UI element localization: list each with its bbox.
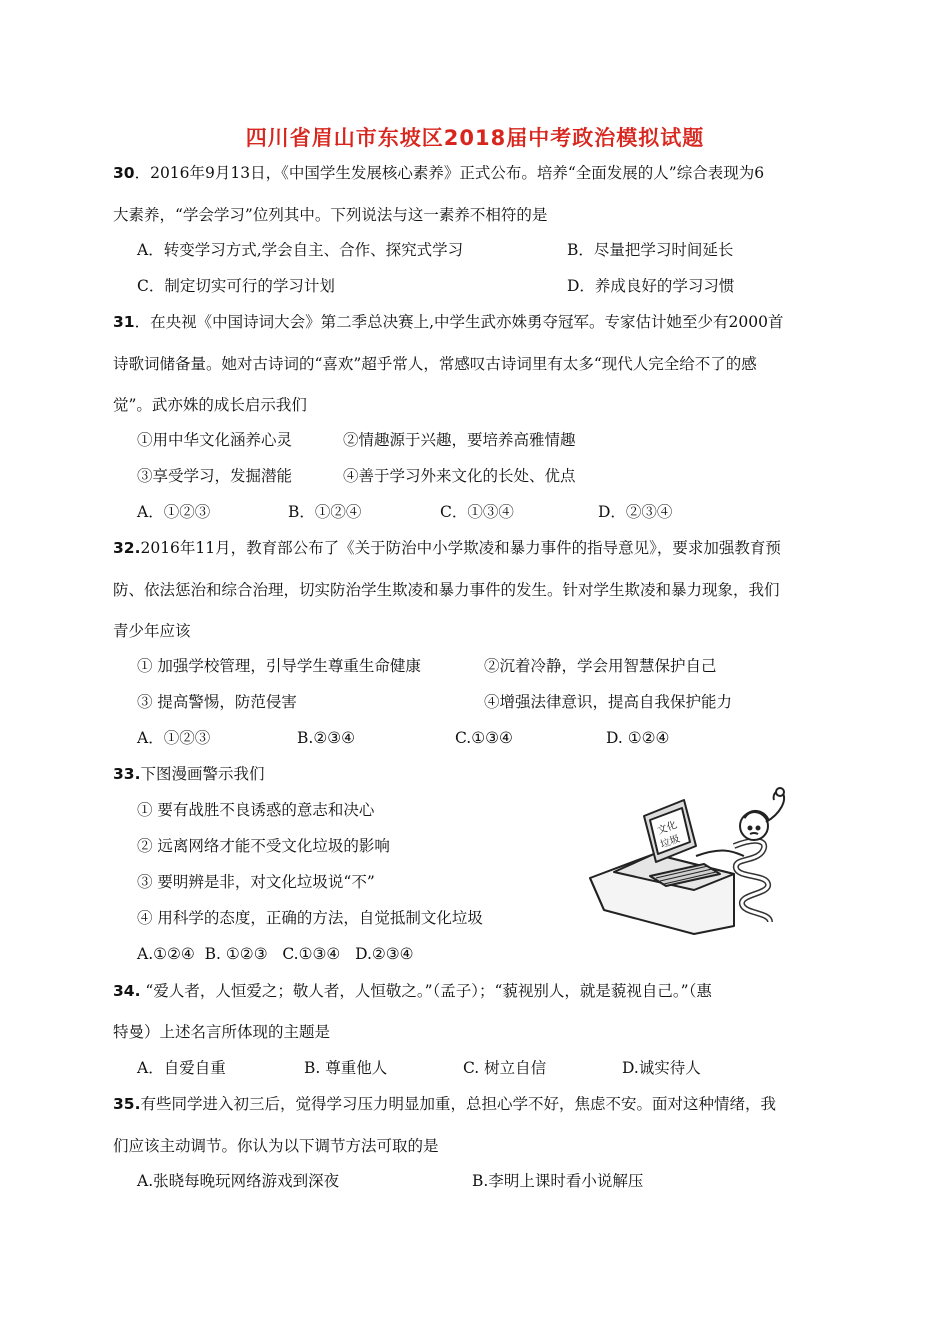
question-33-options: A.①②④ B. ①②③ C.①③④ D.②③④ (137, 945, 414, 963)
question-31-item-4: ④善于学习外来文化的长处、优点 (343, 467, 576, 485)
question-32-item-3: ③ 提高警惕，防范侵害 (137, 693, 297, 711)
page-title: 四川省眉山市东坡区2018届中考政治模拟试题 (245, 126, 705, 150)
question-32-number: 32. (113, 539, 141, 557)
cartoon-illustration (584, 786, 810, 936)
question-34-number: 34. (113, 982, 141, 1000)
cartoon-label-line2: 垃圾 (658, 833, 682, 851)
question-31-option-d: D．②③④ (598, 503, 673, 521)
question-31-item-1: ①用中华文化涵养心灵 (137, 431, 293, 449)
question-32-item-2: ②沉着冷静，学会用智慧保护自己 (484, 657, 717, 675)
question-33-item-4: ④ 用科学的态度，正确的方法，自觉抵制文化垃圾 (137, 909, 483, 927)
question-32-stem-line1: 2016年11月，教育部公布了《关于防治中小学欺凌和暴力事件的指导意见》，要求加强教育预 (140, 539, 781, 557)
question-31-option-c: C．①③④ (440, 503, 514, 521)
question-32-option-b: B.②③④ (297, 729, 356, 747)
question-31-option-a: A．①②③ (137, 503, 211, 521)
question-30-stem-line1: ．2016年9月13日，《中国学生发展核心素养》正式公布。培养“全面发展的人”综合表现为6 (134, 164, 765, 182)
question-34-option-c: C. 树立自信 (463, 1059, 547, 1077)
question-35-stem-line1: 有些同学进入初三后，觉得学习压力明显加重，总担心学不好，焦虑不安。面对这种情绪，我 (140, 1095, 776, 1113)
question-33-stem-line1: 下图漫画警示我们 (140, 765, 265, 783)
question-31-option-b: B．①②④ (288, 503, 362, 521)
question-32-item-1: ① 加强学校管理，引导学生尊重生命健康 (137, 657, 421, 675)
question-31-item-2: ②情趣源于兴趣，要培养高雅情趣 (343, 431, 576, 449)
question-34-stem (113, 981, 712, 1001)
question-32-option-c: C.①③④ (455, 729, 513, 747)
question-33-item-3: ③ 要明辨是非，对文化垃圾说“不” (137, 873, 375, 891)
question-32-stem-line2: 防、依法惩治和综合治理，切实防治学生欺凌和暴力事件的发生。针对学生欺凌和暴力现象，我们 (113, 581, 780, 599)
question-33-item-1: ① 要有战胜不良诱惑的意志和决心 (137, 801, 375, 819)
question-31-stem-line3: 觉”。武亦姝的成长启示我们 (113, 396, 307, 414)
question-30-option-c: C．制定切实可行的学习计划 (137, 277, 335, 295)
question-31-stem-line2: 诗歌词储备量。她对古诗词的“喜欢”超乎常人，常感叹古诗词里有太多“现代人完全给不了的感 (113, 355, 757, 373)
question-35-option-b: B.李明上课时看小说解压 (472, 1172, 644, 1190)
question-30-number: 30 (113, 164, 135, 182)
question-33-stem (113, 764, 264, 784)
question-31-number: 31 (113, 313, 135, 331)
question-34-stem-line1: “爱人者，人恒爱之；敬人者，人恒敬之。”（孟子）；“藐视别人，就是藐视自己。”（惠 (140, 982, 712, 1000)
question-34-option-b: B. 尊重他人 (304, 1059, 388, 1077)
question-32-item-4: ④增强法律意识，提高自我保护能力 (484, 693, 733, 711)
question-32-stem (113, 538, 781, 558)
question-32-option-a: A．①②③ (137, 729, 211, 747)
question-31-stem-line1: ．在央视《中国诗词大会》第二季总决赛上,中学生武亦姝勇夺冠军。专家估计她至少有2000首 (134, 313, 784, 331)
question-34-stem-line2: 特曼）上述名言所体现的主题是 (113, 1023, 331, 1041)
question-35-stem (113, 1094, 776, 1114)
question-30-option-a: A．转变学习方式,学会自主、合作、探究式学习 (137, 241, 464, 259)
question-31-item-3: ③享受学习，发掘潜能 (137, 467, 293, 485)
question-31-stem (113, 312, 783, 332)
question-35-option-a: A.张晓每晚玩网络游戏到深夜 (137, 1172, 340, 1190)
question-32-stem-line3: 青少年应该 (113, 622, 191, 640)
question-30-option-d: D．养成良好的学习习惯 (567, 277, 735, 295)
question-35-stem-line2: 们应该主动调节。你认为以下调节方法可取的是 (113, 1137, 439, 1155)
question-33-item-2: ② 远离网络才能不受文化垃圾的影响 (137, 837, 390, 855)
question-32-option-d: D. ①②④ (606, 729, 670, 747)
question-35-number: 35. (113, 1095, 141, 1113)
question-30-stem-line2: 大素养，“学会学习”位列其中。下列说法与这一素养不相符的是 (113, 206, 548, 224)
question-33-number: 33. (113, 765, 141, 783)
question-30-stem (113, 163, 764, 183)
question-34-option-a: A．自爱自重 (137, 1059, 226, 1077)
question-30-option-b: B．尽量把学习时间延长 (567, 241, 734, 259)
cartoon-label-line1: 文化 (655, 819, 679, 837)
question-34-option-d: D.诚实待人 (622, 1059, 701, 1077)
